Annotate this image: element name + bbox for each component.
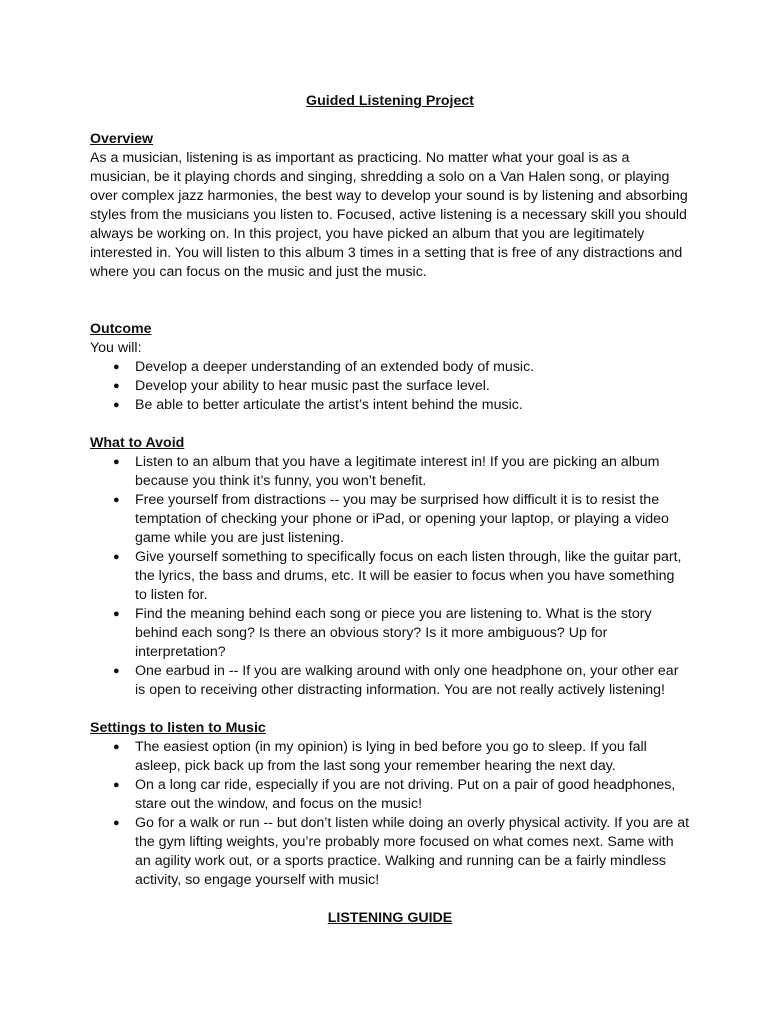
section-spacer [90, 282, 690, 320]
bullet-icon: ● [113, 494, 120, 506]
outcome-list-item [90, 377, 690, 396]
bullet-icon: ● [113, 608, 120, 620]
settings-list [90, 738, 690, 890]
bullet-icon: ● [113, 551, 120, 563]
avoid-list-item [90, 662, 690, 700]
outcome-list-item [90, 396, 690, 415]
settings-list-item [90, 738, 690, 776]
section-spacer [90, 700, 690, 719]
avoid-list-item [90, 605, 690, 662]
settings-item-text: On a long car ride, especially if you are not driving. Put on a pair of good headphones, stare out the window, and focus on the music! [135, 777, 676, 812]
avoid-list-item [90, 453, 690, 491]
avoid-item-text: One earbud in -- If you are walking around with only one headphone on, your other ear is open to receiving other distracting information. You are not really actively listening! [135, 663, 679, 698]
overview-paragraph: As a musician, listening is as important as practicing. No matter what your goal is as a musician, be it playing chords and singing, shredding a solo on a Van Halen song, or playing over complex jazz harmonies, the best way to develop your sound is by listening and absorbing styles from the musicians you listen to. Focused, active listening is a necessary skill you should always be working on. In this project, you have picked an album that you are legitimately interested in. You will listen to this album 3 times in a setting that is free of any distractions and where you can focus on the music and just the music. [90, 150, 688, 280]
bullet-icon: ● [113, 817, 120, 829]
settings-heading: Settings to listen to Music [90, 720, 266, 736]
overview-heading: Overview [90, 131, 154, 147]
avoid-list [90, 453, 690, 700]
bullet-icon: ● [113, 380, 120, 392]
document-body [90, 92, 690, 928]
outcome-list-item [90, 358, 690, 377]
document-title: Guided Listening Project [306, 93, 474, 109]
bullet-icon: ● [113, 456, 120, 468]
avoid-list-item [90, 491, 690, 548]
avoid-item-text: Free yourself from distractions -- you may be surprised how difficult it is to resist the temptation of checking your phone or iPad, or opening your laptop, or playing a video game while you are just listening. [135, 492, 669, 546]
outcome-intro: You will: [90, 340, 142, 356]
bullet-icon: ● [113, 399, 120, 411]
bullet-icon: ● [113, 779, 120, 791]
avoid-item-text: Find the meaning behind each song or piece you are listening to. What is the story behind each song? Is there an obvious story? Is it more ambiguous? Up for interpretation? [135, 606, 652, 660]
bullet-icon: ● [113, 361, 120, 373]
outcome-list [90, 358, 690, 415]
section-spacer [90, 415, 690, 434]
outcome-item-text: Develop your ability to hear music past the surface level. [135, 378, 490, 394]
settings-list-item [90, 776, 690, 814]
outcome-item-text: Develop a deeper understanding of an extended body of music. [135, 359, 535, 375]
listening-guide-title: LISTENING GUIDE [327, 910, 453, 926]
bullet-icon: ● [113, 741, 120, 753]
bullet-icon: ● [113, 665, 120, 677]
avoid-item-text: Give yourself something to specifically focus on each listen through, like the guitar part, the lyrics, the bass and drums, etc. It will be easier to focus when you have something to listen for. [135, 549, 682, 603]
avoid-item-text: Listen to an album that you have a legitimate interest in! If you are picking an album because you think it’s funny, you won’t benefit. [135, 454, 660, 489]
outcome-item-text: Be able to better articulate the artist’s intent behind the music. [135, 397, 523, 413]
settings-item-text: Go for a walk or run -- but don’t listen while doing an overly physical activity. If you are at the gym lifting weights, you’re probably more focused on what comes next. Same with an agility work out, or a sports practice. Walking and running can be a fairly mindless activity, so engage yourself with music! [135, 815, 690, 888]
settings-item-text: The easiest option (in my opinion) is lying in bed before you go to sleep. If you fall asleep, pick back up from the last song your remember hearing the next day. [135, 739, 647, 774]
avoid-heading: What to Avoid [90, 435, 185, 451]
settings-list-item [90, 814, 690, 890]
avoid-list-item [90, 548, 690, 605]
outcome-heading: Outcome [90, 321, 152, 337]
section-spacer [90, 890, 690, 909]
